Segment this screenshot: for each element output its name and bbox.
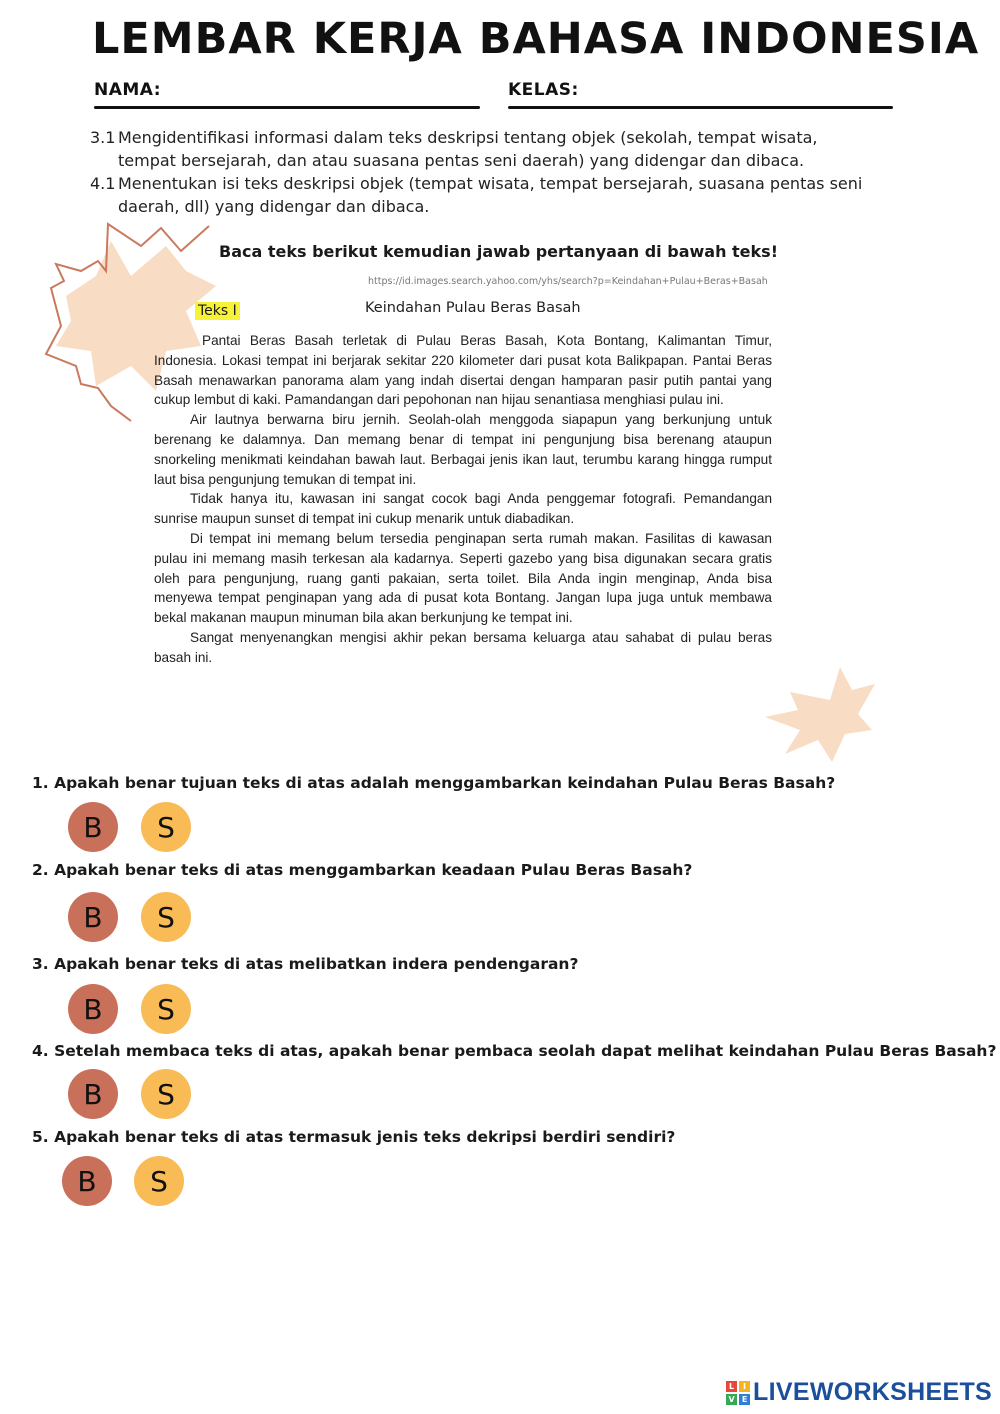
teks-label: Teks I (195, 302, 240, 320)
reading-passage (154, 331, 772, 668)
question-2: 2. Apakah benar teks di atas menggambarkan keadaan Pulau Beras Basah? (32, 861, 693, 879)
teks-title: Keindahan Pulau Beras Basah (365, 300, 581, 316)
question-4: 4. Setelah membaca teks di atas, apakah benar pembaca seolah dapat melihat keindahan Pulau Beras Basah? (32, 1042, 997, 1060)
kelas-input-line[interactable] (508, 106, 893, 109)
answer-b-button[interactable]: B (68, 802, 118, 852)
kd-text: Mengidentifikasi informasi dalam teks deskripsi tentang objek (sekolah, tempat wisata, tempat bersejarah, dan atau suasana pentas seni daerah) yang didengar dan dibaca. (118, 128, 818, 170)
logo-mark-letter: V (726, 1394, 737, 1405)
question-3: 3. Apakah benar teks di atas melibatkan indera pendengaran? (32, 955, 579, 973)
kd-number: 4.1 (90, 174, 116, 193)
question-1: 1. Apakah benar tujuan teks di atas adalah menggambarkan keindahan Pulau Beras Basah? (32, 774, 836, 792)
nama-label: NAMA: (94, 80, 162, 100)
answer-s-button[interactable]: S (141, 892, 191, 942)
answer-s-button[interactable]: S (141, 1069, 191, 1119)
liveworksheets-mark-icon (726, 1381, 750, 1405)
source-url: https://id.images.search.yahoo.com/yhs/search?p=Keindahan+Pulau+Beras+Basah (368, 276, 768, 287)
answer-b-button[interactable]: B (68, 892, 118, 942)
passage-paragraph: Pantai Beras Basah terletak di Pulau Beras Basah, Kota Bontang, Kalimantan Timur, Indonesia. Lokasi tempat ini berjarak sekitar 220 kilometer dari pusat kota Balikpapan. Pantai Beras Basah menawarkan panorama alam yang indah disertai dengan hamparan pasir putih pantai yang cukup lembut di kaki. Pamandangan dari pepohonan nan hijau senantiasa menghiasi pulau ini. (154, 333, 772, 408)
answer-s-button[interactable]: S (134, 1156, 184, 1206)
kd-item (90, 126, 870, 172)
answer-s-button[interactable]: S (141, 984, 191, 1034)
answer-s-button[interactable]: S (141, 802, 191, 852)
logo-mark-letter: I (739, 1381, 750, 1392)
passage-paragraph: Tidak hanya itu, kawasan ini sangat cocok bagi Anda penggemar fotografi. Pemandangan sunrise maupun sunset di tempat ini cukup menarik untuk diabadikan. (154, 491, 772, 527)
question-5: 5. Apakah benar teks di atas termasuk jenis teks dekripsi berdiri sendiri? (32, 1128, 676, 1146)
teks-header (195, 300, 240, 319)
page-title: LEMBAR KERJA BAHASA INDONESIA (92, 14, 980, 64)
passage-paragraph: Air lautnya berwarna biru jernih. Seolah-olah menggoda siapapun yang berkunjung untuk berenang ke dalamnya. Dan memang benar di tempat ini pengunjung bisa berenang ataupun snorkeling menikmati keindahan bawah laut. Berbagai jenis ikan laut, terumbu karang hingga rumput laut bisa pengunjung temukan di tempat ini. (154, 412, 772, 487)
passage-paragraph: Sangat menyenangkan mengisi akhir pekan bersama keluarga atau sahabat di pulau beras basah ini. (154, 629, 772, 665)
kd-number: 3.1 (90, 128, 116, 147)
liveworksheets-logo (726, 1378, 992, 1407)
instruction: Baca teks berikut kemudian jawab pertanyaan di bawah teks! (219, 242, 778, 261)
decorative-starburst-right (760, 662, 880, 767)
passage-paragraph: Di tempat ini memang belum tersedia penginapan serta rumah makan. Fasilitas di kawasan pulau ini memang masih terkesan ala kadarnya. Seperti gazebo yang bisa digunakan secara gratis oleh para pengunjung, ruang ganti pakaian, serta toilet. Bila Anda ingin menginap, Anda bisa menyewa tempat penginapan yang ada di pusat kota Bontang. Jangan lupa juga untuk membawa bekal makanan maupun minuman bila akan berkunjung ke tempat ini. (154, 530, 772, 626)
nama-input-line[interactable] (94, 106, 480, 109)
logo-mark-letter: E (739, 1394, 750, 1405)
kd-item (90, 172, 870, 218)
answer-b-button[interactable]: B (68, 984, 118, 1034)
logo-mark-letter: L (726, 1381, 737, 1392)
answer-b-button[interactable]: B (62, 1156, 112, 1206)
kelas-label: KELAS: (508, 80, 579, 100)
answer-b-button[interactable]: B (68, 1069, 118, 1119)
kd-text: Menentukan isi teks deskripsi objek (tempat wisata, tempat bersejarah, suasana pentas seni daerah, dll) yang didengar dan dibaca. (118, 174, 863, 216)
logo-text: LIVEWORKSHEETS (753, 1378, 992, 1406)
